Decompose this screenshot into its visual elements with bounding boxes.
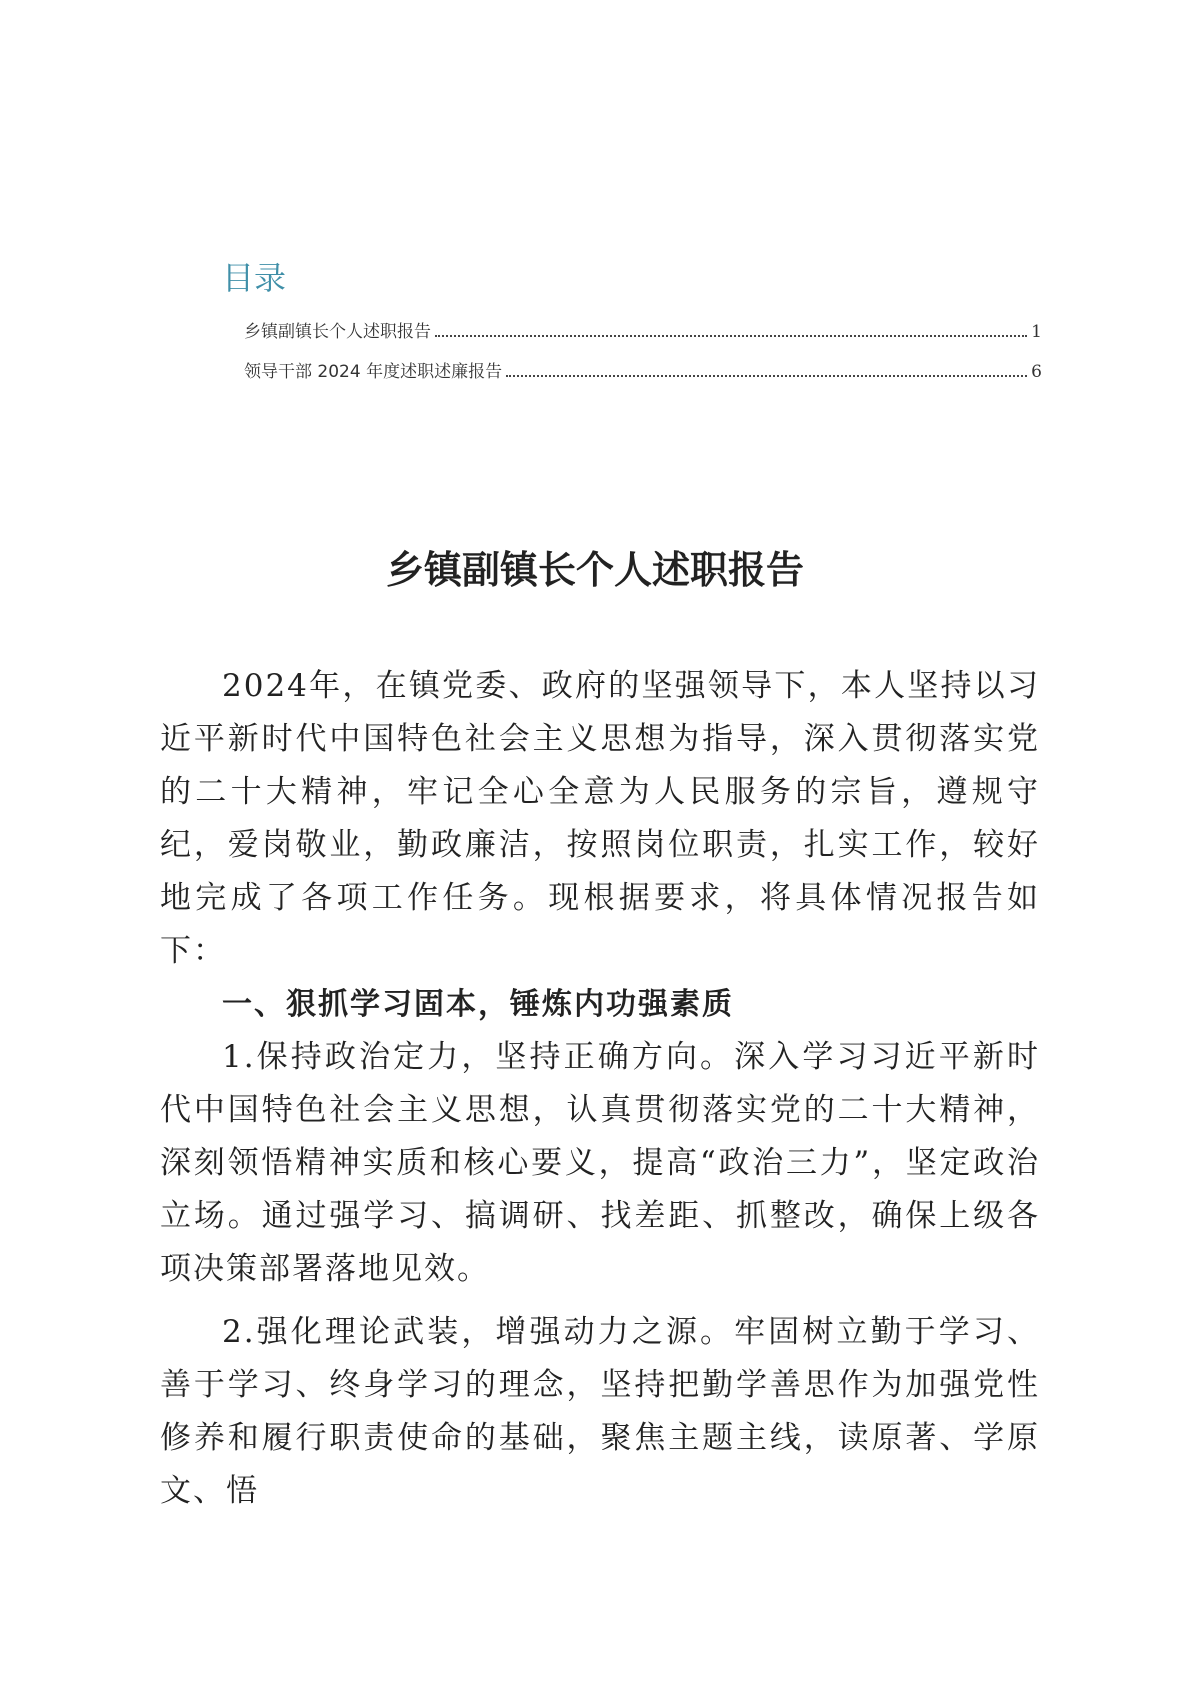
body-paragraph: 1.保持政治定力，坚持正确方向。深入学习习近平新时代中国特色社会主义思想，认真贯彻落实党的二十大精神，深刻领悟精神实质和核心要义，提高“政治三力”，坚定政治立场。通过强学习、搞调研、找差距、抓整改，确保上级各项决策部署落地见效。	[160, 1039, 1040, 1287]
body-paragraph: 2.强化理论武装，增强动力之源。牢固树立勤于学习、善于学习、终身学习的理念，坚持把勤学善思作为加强党性修养和履行职责使命的基础，聚焦主题主线，读原著、学原文、悟	[160, 1314, 1040, 1509]
toc-entry-page: 6	[1031, 362, 1042, 382]
toc-title: 目录	[222, 259, 287, 297]
intro-paragraph: 2024年，在镇党委、政府的坚强领导下，本人坚持以习近平新时代中国特色社会主义思想为指导，深入贯彻落实党的二十大精神，牢记全心全意为人民服务的宗旨，遵规守纪，爱岗敬业，勤政廉洁，按照岗位职责，扎实工作，较好地完成了各项工作任务。现根据要求，将具体情况报告如下：	[160, 668, 1040, 969]
document-body	[160, 660, 1040, 1518]
toc-entry-page: 1	[1031, 322, 1042, 342]
toc-entry-label: 领导干部 2024 年度述职述廉报告	[244, 362, 503, 382]
toc-entry-label: 乡镇副镇长个人述职报告	[244, 322, 431, 342]
document-title: 乡镇副镇长个人述职报告	[385, 548, 804, 592]
section-heading: 一、狠抓学习固本，锤炼内功强素质	[222, 987, 734, 1022]
toc-leader-dots	[506, 374, 1027, 377]
toc-entry[interactable]	[244, 320, 1042, 344]
table-of-contents	[222, 258, 1042, 400]
toc-entry[interactable]	[244, 360, 1042, 384]
toc-leader-dots	[435, 334, 1027, 337]
